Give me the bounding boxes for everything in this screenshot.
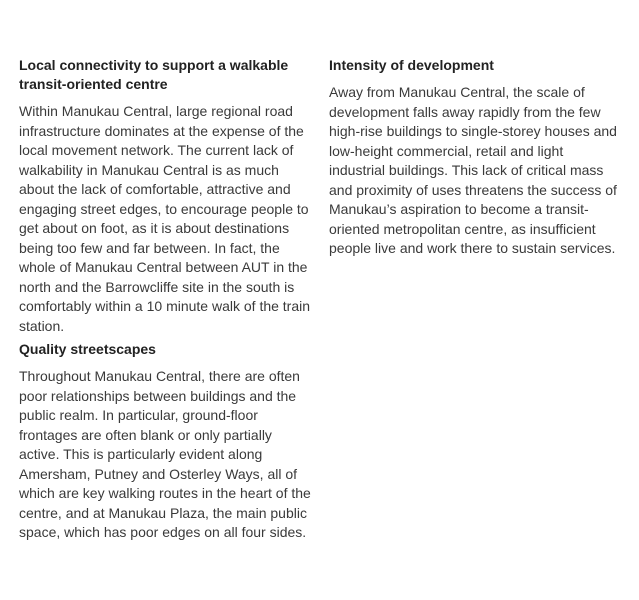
- section-quality-streetscapes: [19, 340, 311, 543]
- section-intensity-of-development: [329, 56, 619, 259]
- section-body-quality-streetscapes: Throughout Manukau Central, there are often poor relationships between buildings and the public realm. In particular, ground-floor frontages are often blank or only partially active. This is particularly evident along Amersham, Putney and Osterley Ways, all of which are key walking routes in the heart of the centre, and at Manukau Plaza, the main public space, which has poor edges on all four sides.: [19, 368, 311, 540]
- section-heading-intensity-of-development: Intensity of development: [329, 57, 494, 73]
- section-body-local-connectivity: Within Manukau Central, large regional road infrastructure dominates at the expense of the local movement network. The current lack of walkability in Manukau Central is as much about the lack of comfortable, attractive and engaging street edges, to encourage people to get about on foot, as it is about destinations being too few and far between. In fact, the whole of Manukau Central between AUT in the north and the Barrowcliffe site in the south is comfortably within a 10 minute walk of the train station.: [19, 103, 311, 334]
- section-heading-quality-streetscapes: Quality streetscapes: [19, 341, 156, 357]
- section-local-connectivity: [19, 56, 311, 336]
- section-heading-local-connectivity: Local connectivity to support a walkable transit-oriented centre: [19, 57, 289, 92]
- section-body-intensity-of-development: Away from Manukau Central, the scale of development falls away rapidly from the few high-rise buildings to single-storey houses and low-height commercial, retail and light industrial buildings. This lack of critical mass and proximity of uses threatens the success of Manukau’s aspiration to become a transit-oriented metropolitan centre, as insufficient people live and work there to sustain services.: [329, 84, 617, 256]
